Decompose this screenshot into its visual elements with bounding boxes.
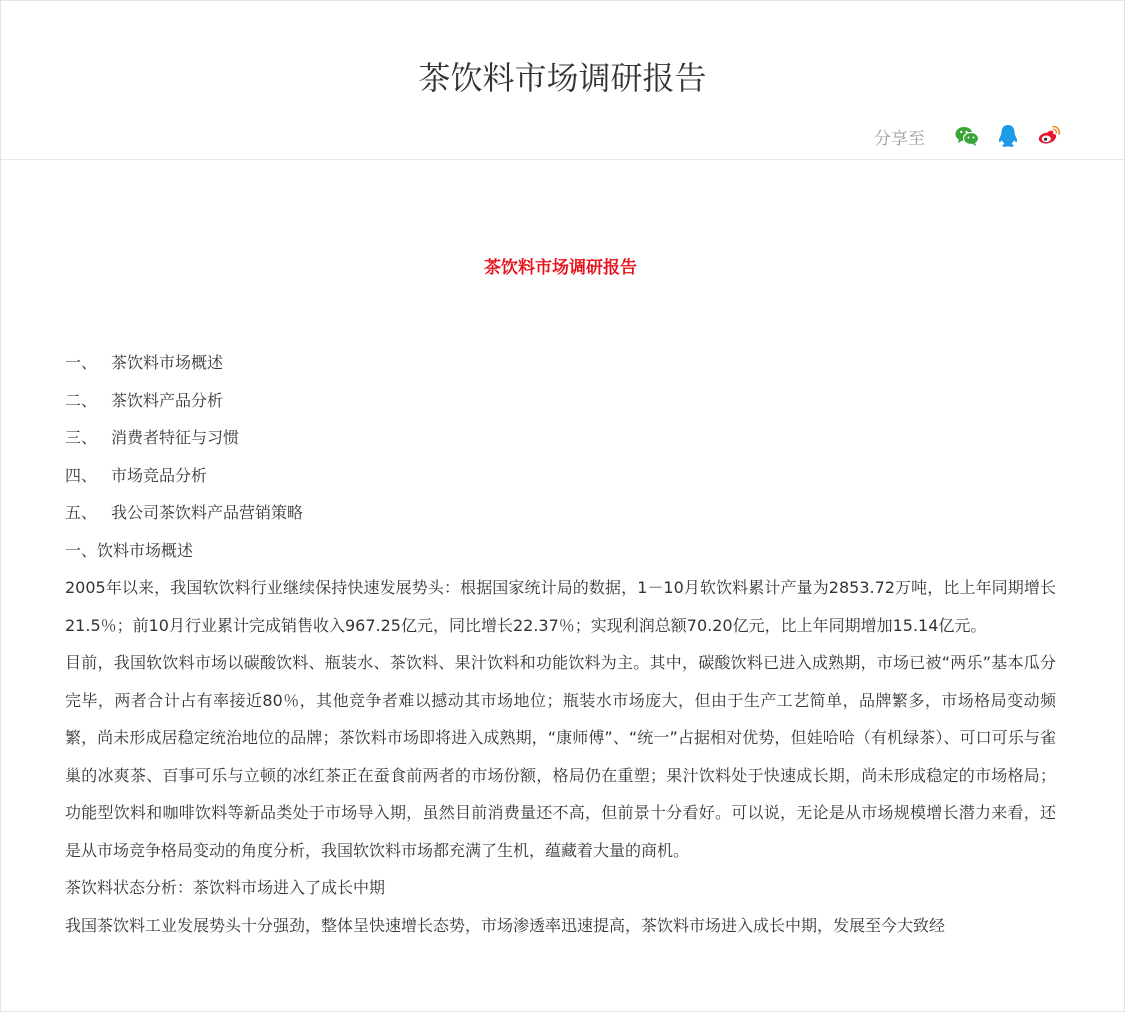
toc-number: 四、 [65,465,98,485]
toc-number: 一、 [65,353,98,372]
toc-number: 三、 [65,428,98,447]
toc-text: 市场竞品分析 [111,465,208,485]
share-bar [874,123,1062,149]
page-header [1,1,1124,160]
toc-item [65,419,1056,457]
wechat-icon[interactable] [954,123,980,149]
toc-text: 茶饮料产品分析 [111,390,224,410]
toc-text: 我公司茶饮料产品营销策略 [111,503,304,522]
article-title: 茶饮料市场调研报告 [484,258,637,278]
subheading: 茶饮料状态分析：茶饮料市场进入了成长中期 [65,878,386,897]
paragraph: 目前，我国软饮料市场以碳酸饮料、瓶装水、茶饮料、果汁饮料和功能饮料为主。其中，碳酸饮料已进入成熟期，市场已被“两乐”基本瓜分完毕，两者合计占有率接近80％，其他竞争者难以撼动其市场地位；瓶装水市场庞大，但由于生产工艺简单，品牌繁多，市场格局变动频繁，尚未形成居稳定统治地位的品牌；茶饮料市场即将进入成熟期，“康师傅”、“统一”占据相对优势，但娃哈哈（有机绿茶）、可口可乐与雀巢的冰爽茶、百事可乐与立顿的冰红茶正在蚕食前两者的市场份额，格局仍在重塑；果汁饮料处于快速成长期，尚未形成稳定的市场格局；功能型饮料和咖啡饮料等新品类处于市场导入期，虽然目前消费量还不高，但前景十分看好。可以说，无论是从市场规模增长潜力来看，还是从市场竞争格局变动的角度分析，我国软饮料市场都充满了生机，蕴藏着大量的商机。 [65,653,1056,860]
toc-item [65,457,1056,495]
toc-number: 五、 [65,503,98,522]
weibo-icon[interactable] [1036,123,1062,149]
toc-text: 消费者特征与习惯 [111,428,240,447]
share-label: 分享至 [874,128,925,149]
article-body [65,161,1056,944]
toc-item [65,382,1056,420]
paragraph: 2005年以来，我国软饮料行业继续保持快速发展势头：根据国家统计局的数据，1－10月软饮料累计产量为2853.72万吨，比上年同期增长21.5％；前10月行业累计完成销售收入967.25亿元，同比增长22.37％；实现利润总额70.20亿元，比上年同期增加15.14亿元。 [65,578,1056,635]
paragraph: 我国茶饮料工业发展势头十分强劲，整体呈快速增长态势，市场渗透率迅速提高，茶饮料市场进入成长中期，发展至今大致经 [65,915,946,935]
toc-text: 茶饮料市场概述 [111,353,224,372]
section-heading: 一、饮料市场概述 [65,540,194,560]
toc-number: 二、 [65,390,98,410]
page-title: 茶饮料市场调研报告 [418,59,707,97]
toc-item [65,344,1056,382]
toc-item [65,494,1056,532]
qq-icon[interactable] [995,123,1021,149]
